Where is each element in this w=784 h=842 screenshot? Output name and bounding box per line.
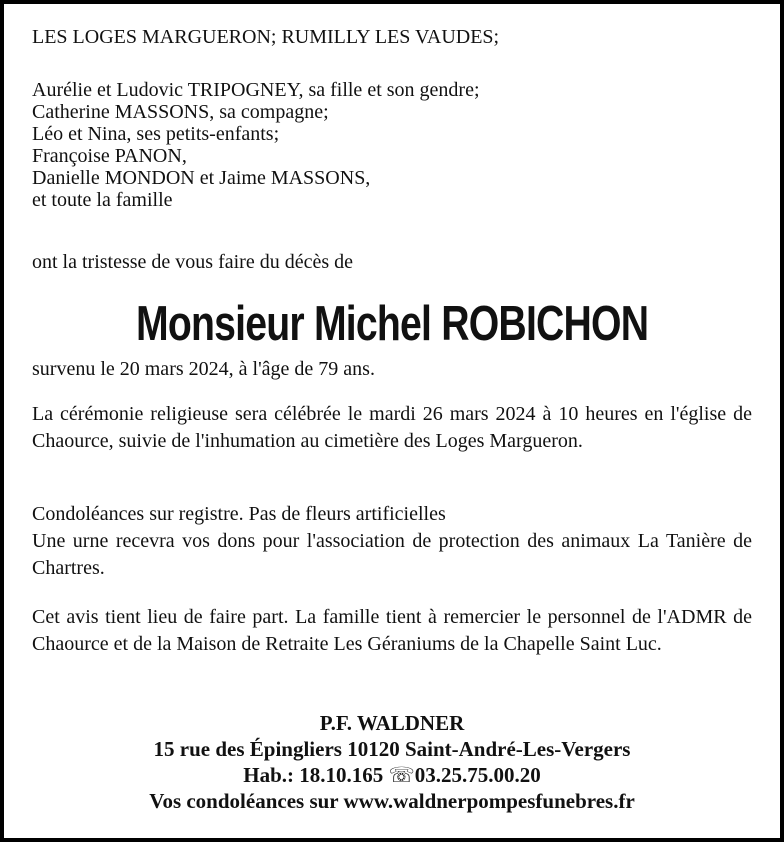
thanks: Cet avis tient lieu de faire part. La famille tient à remercier le personnel de l'ADMR de Chaource et de la Maison de Retraite Les Géraniums de la Chapelle Saint Luc.: [32, 606, 752, 655]
company-address: 15 rue des Épingliers 10120 Saint-André-Les-Vergers: [153, 737, 631, 761]
family-member: Léo et Nina, ses petits-enfants;: [32, 123, 280, 145]
family-member: et toute la famille: [32, 189, 173, 211]
contact-line: [4, 762, 780, 788]
phone-icon: ☏: [388, 763, 415, 787]
deceased-name: Monsieur Michel ROBICHON: [135, 297, 649, 351]
website-line: Vos condoléances sur www.waldnerpompesfunebres.fr: [149, 789, 635, 813]
condolences-line: Condoléances sur registre. Pas de fleurs artificielles: [32, 503, 446, 525]
death-info: survenu le 20 mars 2024, à l'âge de 79 ans.: [32, 358, 375, 380]
phone-number: 03.25.75.00.20: [414, 763, 541, 787]
condolences: [32, 501, 752, 582]
family-member: Françoise PANON,: [32, 145, 187, 167]
condolences-line: Une urne recevra vos dons pour l'association de protection des animaux La Tanière de Chartres.: [32, 530, 752, 579]
ceremony-info: La cérémonie religieuse sera célébrée le mardi 26 mars 2024 à 10 heures en l'église de Chaource, suivie de l'inhumation au cimetière des Loges Margueron.: [32, 403, 752, 452]
locations: LES LOGES MARGUERON; RUMILLY LES VAUDES;: [32, 26, 500, 48]
family-list: [32, 79, 752, 211]
family-member: Catherine MASSONS, sa compagne;: [32, 101, 329, 123]
company-name: P.F. WALDNER: [319, 711, 465, 735]
hab-number: Hab.: 18.10.165: [243, 763, 384, 787]
family-member: Danielle MONDON et Jaime MASSONS,: [32, 167, 371, 189]
announcement: ont la tristesse de vous faire du décès de: [32, 251, 354, 273]
family-member: Aurélie et Ludovic TRIPOGNEY, sa fille et son gendre;: [32, 79, 480, 101]
funeral-home-footer: [4, 710, 780, 814]
